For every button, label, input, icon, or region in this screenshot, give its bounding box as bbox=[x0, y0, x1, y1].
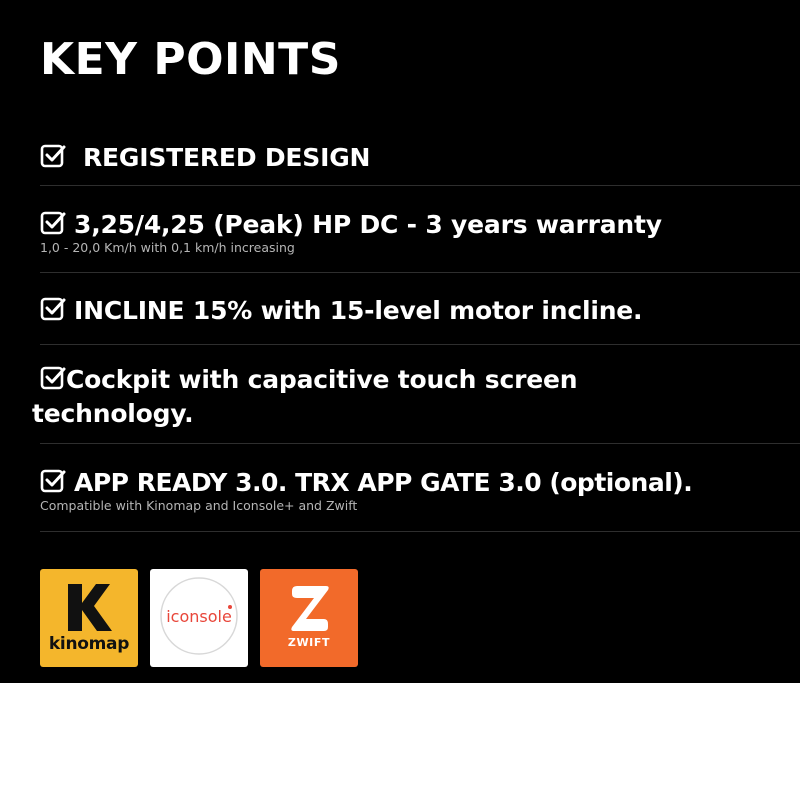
page-title: KEY POINTS bbox=[40, 34, 341, 85]
checkbox-check-icon bbox=[40, 468, 66, 494]
key-point-app-ready bbox=[40, 466, 800, 513]
key-point-registered-design bbox=[40, 141, 800, 175]
divider bbox=[40, 443, 800, 444]
key-point-text: 3,25/4,25 (Peak) HP DC - 3 years warranty bbox=[74, 210, 662, 239]
divider bbox=[40, 272, 800, 273]
checkbox-check-icon bbox=[40, 210, 66, 236]
key-point-subtext: 1,0 - 20,0 Km/h with 0,1 km/h increasing bbox=[40, 240, 295, 255]
zwift-label: ZWIFT bbox=[287, 636, 331, 649]
iconsole-label: iconsole bbox=[166, 607, 232, 626]
key-point-text: Cockpit with capacitive touch screen technology. bbox=[32, 365, 578, 428]
zwift-z-icon bbox=[260, 569, 358, 667]
key-point-motor bbox=[40, 208, 800, 255]
divider bbox=[40, 185, 800, 186]
checkbox-check-icon bbox=[40, 143, 66, 169]
key-point-text: REGISTERED DESIGN bbox=[83, 143, 371, 172]
key-point-text: APP READY 3.0. TRX APP GATE 3.0 (optional). bbox=[74, 468, 693, 497]
key-point-text: INCLINE 15% with 15-level motor incline. bbox=[74, 296, 643, 325]
divider bbox=[40, 344, 800, 345]
divider bbox=[40, 531, 800, 532]
iconsole-logo bbox=[150, 569, 248, 667]
app-logos bbox=[40, 569, 358, 667]
key-point-cockpit bbox=[32, 363, 800, 431]
key-point-incline bbox=[40, 294, 800, 328]
kinomap-label: kinomap bbox=[48, 634, 130, 654]
zwift-logo bbox=[260, 569, 358, 667]
key-point-subtext: Compatible with Kinomap and Iconsole+ and Zwift bbox=[40, 498, 358, 513]
checkbox-check-icon bbox=[40, 296, 66, 322]
kinomap-logo bbox=[40, 569, 138, 667]
